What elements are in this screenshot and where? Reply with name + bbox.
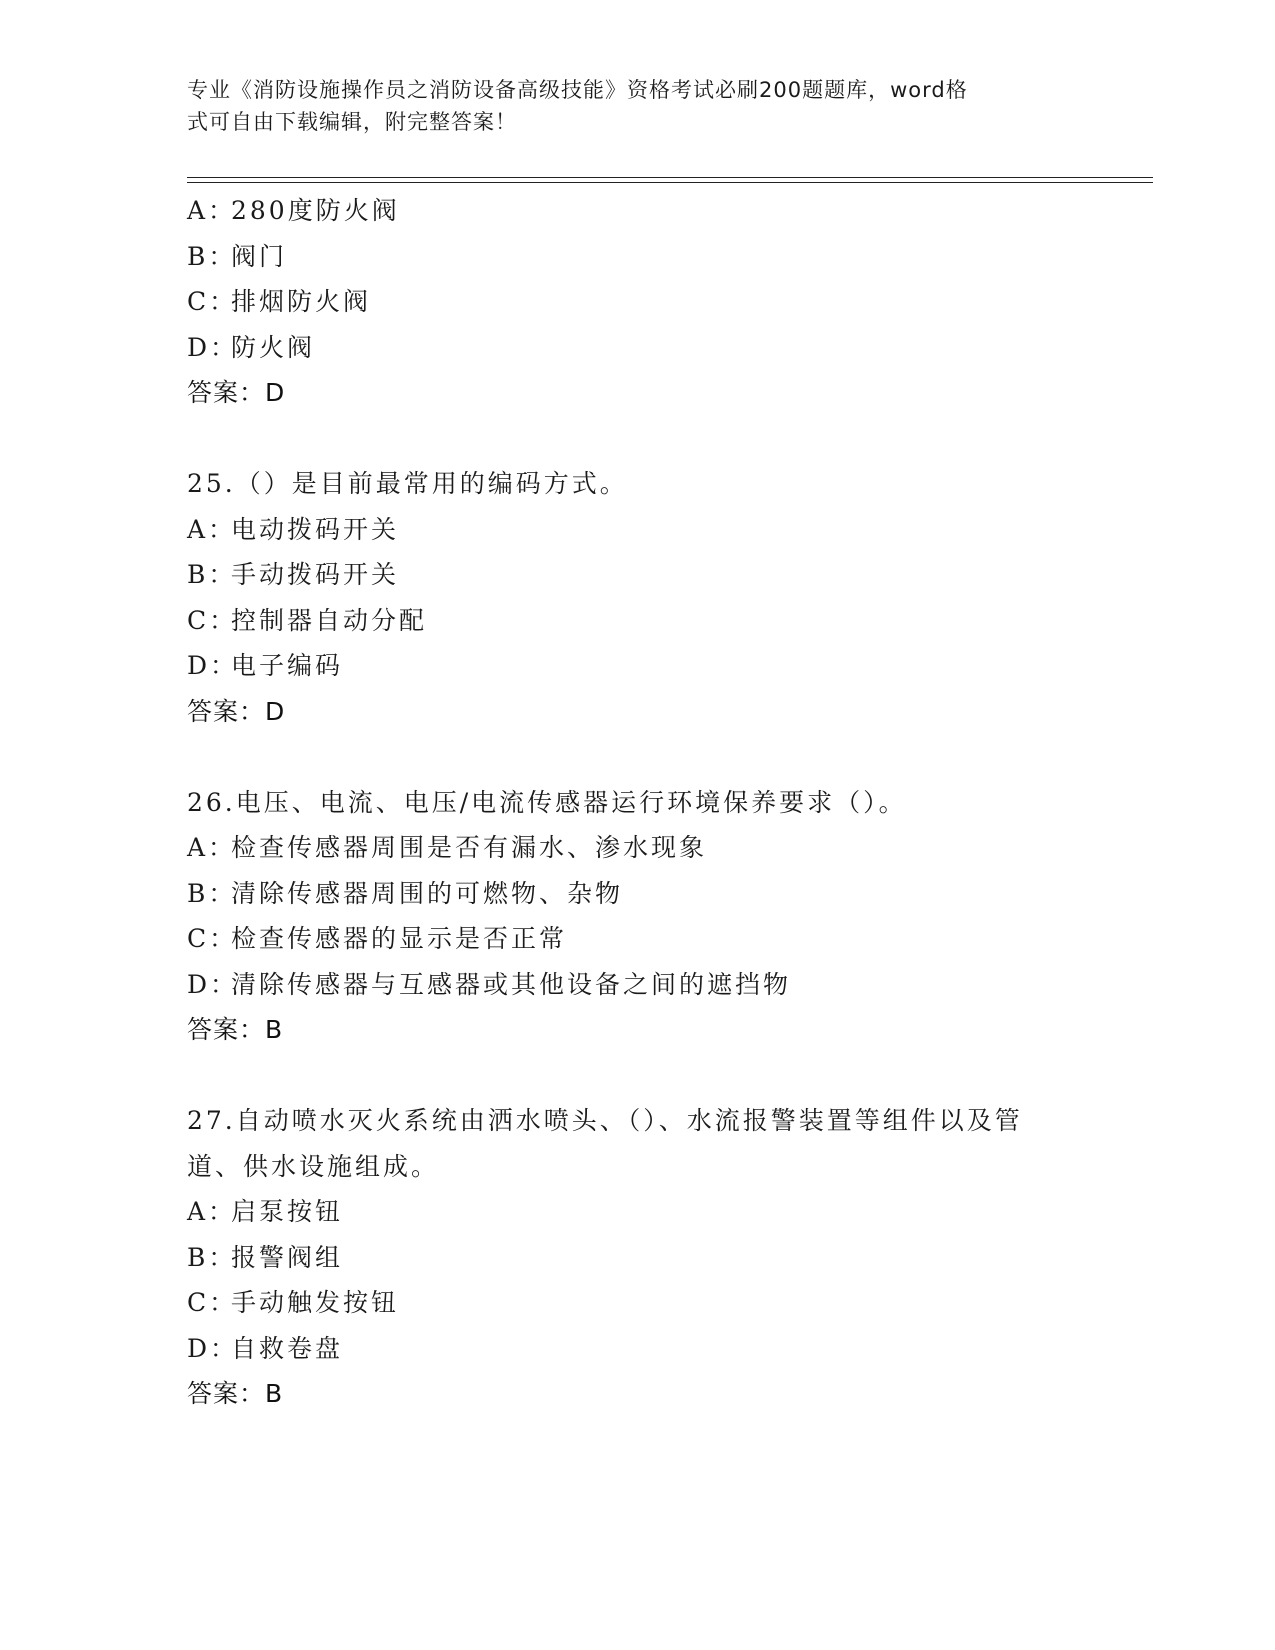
question-list bbox=[187, 188, 1087, 1417]
answer-line: 答案：D bbox=[187, 696, 286, 726]
question-27 bbox=[187, 1098, 1087, 1417]
option-b bbox=[187, 1235, 1087, 1281]
option-text: 电子编码 bbox=[231, 651, 344, 680]
option-b bbox=[187, 234, 1087, 280]
option-a bbox=[187, 825, 1087, 871]
option-c bbox=[187, 1280, 1087, 1326]
option-d bbox=[187, 1326, 1087, 1372]
option-text: 自救卷盘 bbox=[231, 1333, 344, 1363]
option-c bbox=[187, 916, 1087, 962]
option-key: C： bbox=[187, 1288, 238, 1317]
option-text: 电动拨码开关 bbox=[231, 514, 400, 544]
option-text: 启泵按钮 bbox=[231, 1197, 344, 1226]
option-key: C： bbox=[187, 924, 238, 953]
option-text: 阀门 bbox=[231, 241, 288, 271]
option-text: 手动触发按钮 bbox=[231, 1288, 400, 1317]
option-key: A： bbox=[187, 833, 237, 862]
header-line-1: 专业《消防设施操作员之消防设备高级技能》资格考试必刷200题题库，word格 bbox=[187, 78, 968, 102]
option-d bbox=[187, 962, 1087, 1008]
question-26 bbox=[187, 780, 1087, 1053]
option-key: D： bbox=[187, 969, 239, 999]
question-24 bbox=[187, 188, 1087, 416]
option-key: A： bbox=[187, 196, 237, 225]
option-key: B： bbox=[187, 560, 237, 589]
option-text: 报警阀组 bbox=[231, 1242, 344, 1272]
option-text: 清除传感器周围的可燃物、杂物 bbox=[231, 878, 624, 908]
option-text: 手动拨码开关 bbox=[231, 560, 400, 589]
answer-line: 答案：B bbox=[187, 1379, 284, 1408]
answer-line: 答案：D bbox=[187, 378, 286, 407]
question-stem-line-2: 道、供水设施组成。 bbox=[187, 1151, 440, 1181]
option-key: D： bbox=[187, 332, 239, 362]
option-text: 清除传感器与互感器或其他设备之间的遮挡物 bbox=[231, 969, 792, 999]
option-a bbox=[187, 507, 1087, 553]
option-text: 防火阀 bbox=[231, 332, 316, 362]
option-b bbox=[187, 552, 1087, 598]
spacer bbox=[187, 1053, 1087, 1099]
option-c bbox=[187, 598, 1087, 644]
option-d bbox=[187, 325, 1087, 371]
document-header bbox=[187, 74, 1067, 138]
spacer bbox=[187, 416, 1087, 462]
question-stem: 25.（）是目前最常用的编码方式。 bbox=[187, 469, 628, 498]
option-text: 控制器自动分配 bbox=[231, 605, 428, 635]
option-key: B： bbox=[187, 878, 237, 908]
option-key: D： bbox=[187, 1333, 239, 1363]
option-a bbox=[187, 188, 1087, 234]
option-key: C： bbox=[187, 605, 238, 635]
option-key: C： bbox=[187, 287, 238, 316]
option-text: 检查传感器周围是否有漏水、渗水现象 bbox=[231, 833, 708, 862]
option-key: B： bbox=[187, 241, 237, 271]
question-25 bbox=[187, 461, 1087, 734]
option-d bbox=[187, 643, 1087, 689]
option-text: 排烟防火阀 bbox=[231, 287, 372, 316]
question-stem: 26.电压、电流、电压/电流传感器运行环境保养要求（）。 bbox=[187, 787, 907, 817]
answer-line: 答案：B bbox=[187, 1015, 284, 1044]
option-key: B： bbox=[187, 1242, 237, 1272]
header-divider-bottom bbox=[187, 182, 1153, 183]
header-line-2: 式可自由下载编辑，附完整答案！ bbox=[187, 110, 517, 134]
option-text: 检查传感器的显示是否正常 bbox=[231, 924, 568, 953]
option-key: A： bbox=[187, 1197, 237, 1226]
option-key: A： bbox=[187, 514, 237, 544]
option-key: D： bbox=[187, 651, 239, 680]
option-c bbox=[187, 279, 1087, 325]
question-stem-line-1: 27.自动喷水灭火系统由洒水喷头、（）、水流报警装置等组件以及管 bbox=[187, 1106, 1023, 1135]
option-b bbox=[187, 871, 1087, 917]
option-a bbox=[187, 1189, 1087, 1235]
spacer bbox=[187, 734, 1087, 780]
header-divider-top bbox=[187, 177, 1153, 178]
option-text: 280度防火阀 bbox=[231, 196, 400, 225]
